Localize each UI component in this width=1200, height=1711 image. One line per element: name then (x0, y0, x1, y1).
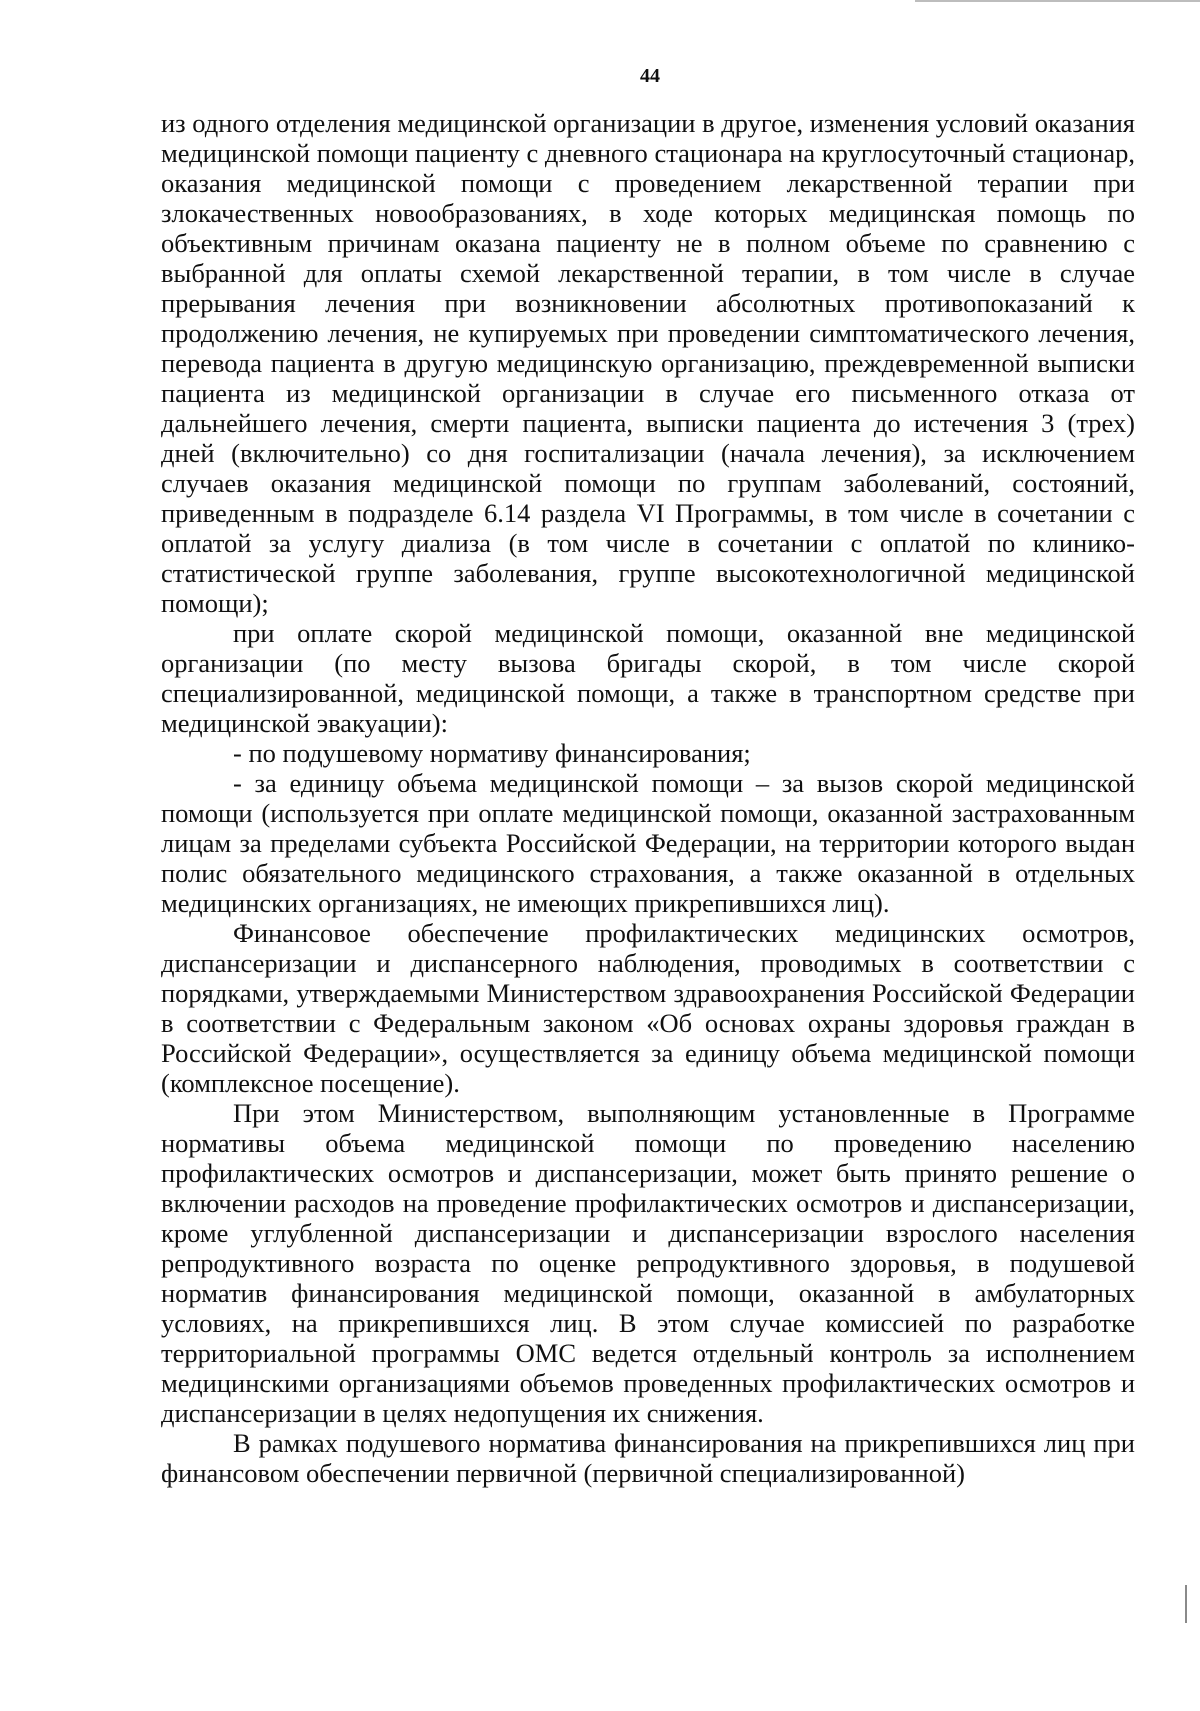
paragraph-ambulance-payment: при оплате скорой медицинской помощи, оказанной вне медицинской организации (по месту вызова бригады скорой, в том числе скорой специализированной, медицинской помощи, а также в транспортном средстве при медицинской эвакуации): (161, 618, 1135, 738)
scan-edge-mark (1185, 1585, 1187, 1623)
page-number: 44 (640, 65, 660, 87)
paragraph-per-capita-norm: В рамках подушевого норматива финансирования на прикрепившихся лиц при финансовом обеспечении первичной (первичной специализированной) (161, 1428, 1135, 1488)
list-item-per-call: - за единицу объема медицинской помощи – за вызов скорой медицинской помощи (используется при оплате медицинской помощи, оказанной застрахованным лицам за пределами субъекта Российской Федерации, на территории которого выдан полис обязательного медицинского страхования, а также оказанной в отдельных медицинских организациях, не имеющих прикрепившихся лиц). (161, 768, 1135, 918)
paragraph-prophylactic-financing: Финансовое обеспечение профилактических медицинских осмотров, диспансеризации и диспансерного наблюдения, проводимых в соответствии с порядками, утверждаемыми Министерством здравоохранения Российской Федерации в соответствии с Федеральным законом «Об основах охраны здоровья граждан в Российской Федерации», осуществляется за единицу объема медицинской помощи (комплексное посещение). (161, 918, 1135, 1098)
paragraph-ministry-decision: При этом Министерством, выполняющим установленные в Программе нормативы объема медицинской помощи по проведению населению профилактических осмотров и диспансеризации, может быть принято решение о включении расходов на проведение профилактических осмотров и диспансеризации, кроме углубленной диспансеризации и диспансеризации взрослого населения репродуктивного возраста по оценке репродуктивного здоровья, в подушевой норматив финансирования медицинской помощи, оказанной в амбулаторных условиях, на прикрепившихся лиц. В этом случае комиссией по разработке территориальной программы ОМС ведется отдельный контроль за исполнением медицинскими организациями объемов проведенных профилактических осмотров и диспансеризации в целях недопущения их снижения. (161, 1098, 1135, 1428)
paragraph-continuation: из одного отделения медицинской организации в другое, изменения условий оказания медицинской помощи пациенту с дневного стационара на круглосуточный стационар, оказания медицинской помощи с проведением лекарственной терапии при злокачественных новообразованиях, в ходе которых медицинская помощь по объективным причинам оказана пациенту не в полном объеме по сравнению с выбранной для оплаты схемой лекарственной терапии, в том числе в случае прерывания лечения при возникновении абсолютных противопоказаний к продолжению лечения, не купируемых при проведении симптоматического лечения, перевода пациента в другую медицинскую организацию, преждевременной выписки пациента из медицинской организации в случае его письменного отказа от дальнейшего лечения, смерти пациента, выписки пациента до истечения 3 (трех) дней (включительно) со дня госпитализации (начала лечения), за исключением случаев оказания медицинской помощи по группам заболеваний, состояний, приведенным в подразделе 6.14 раздела VI Программы, в том числе в сочетании с оплатой за услугу диализа (в том числе в сочетании с оплатой по клинико-статистической группе заболевания, группе высокотехнологичной медицинской помощи); (161, 108, 1135, 618)
scan-edge-line (915, 0, 1200, 2)
list-item-per-capita: - по подушевому нормативу финансирования; (233, 738, 751, 768)
document-body (161, 108, 1135, 1488)
